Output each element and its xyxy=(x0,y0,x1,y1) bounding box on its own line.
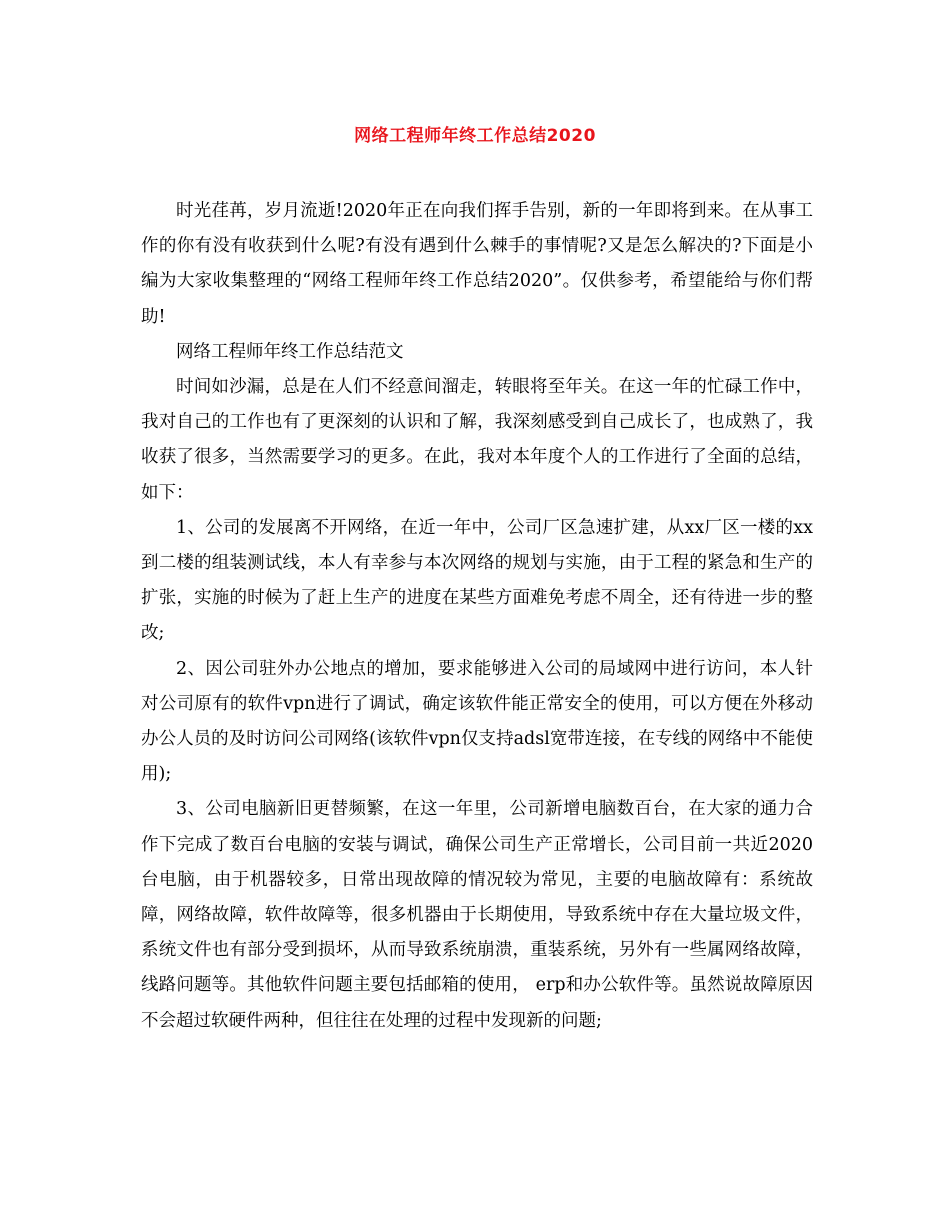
document-body xyxy=(141,194,813,1039)
paragraph-item-1: 1、公司的发展离不开网络，在近一年中，公司厂区急速扩建，从xx厂区一楼的xx到二楼的组装测试线，本人有幸参与本次网络的规划与实施，由于工程的紧急和生产的扩张，实施的时候为了赶上生产的进度在某些方面难免考虑不周全，还有待进一步的整改; xyxy=(141,517,813,644)
paragraph-item-2: 2、因公司驻外办公地点的增加，要求能够进入公司的局域网中进行访问，本人针对公司原有的软件vpn进行了调试，确定该软件能正常安全的使用，可以方便在外移动办公人员的及时访问公司网络(该软件vpn仅支持adsl宽带连接，在专线的网络中不能使用); xyxy=(141,658,813,785)
paragraph-subtitle: 网络工程师年终工作总结范文 xyxy=(176,341,404,362)
paragraph-intro: 时光荏苒，岁月流逝!2020年正在向我们挥手告别，新的一年即将到来。在从事工作的你有没有收获到什么呢?有没有遇到什么棘手的事情呢?又是怎么解决的?下面是小编为大家收集整理的“网络工程师年终工作总结2020”。仅供参考，希望能给与你们帮助! xyxy=(141,201,813,327)
paragraph-item-3: 3、公司电脑新旧更替频繁，在这一年里，公司新增电脑数百台，在大家的通力合作下完成了数百台电脑的安装与调试，确保公司生产正常增长，公司目前一共近2020台电脑，由于机器较多，日常出现故障的情况较为常见，主要的电脑故障有：系统故障，网络故障，软件故障等，很多机器由于长期使用，导致系统中存在大量垃圾文件，系统文件也有部分受到损坏，从而导致系统崩溃，重装系统，另外有一些属网络故障，线路问题等。其他软件问题主要包括邮箱的使用， erp和办公软件等。虽然说故障原因不会超过软硬件两种，但往往在处理的过程中发现新的问题; xyxy=(141,799,813,1031)
paragraph-summary: 时间如沙漏，总是在人们不经意间溜走，转眼将至年关。在这一年的忙碌工作中，我对自己的工作也有了更深刻的认识和了解，我深刻感受到自己成长了，也成熟了，我收获了很多，当然需要学习的更多。在此，我对本年度个人的工作进行了全面的总结，如下： xyxy=(141,377,813,503)
document-title: 网络工程师年终工作总结2020 xyxy=(354,126,596,146)
